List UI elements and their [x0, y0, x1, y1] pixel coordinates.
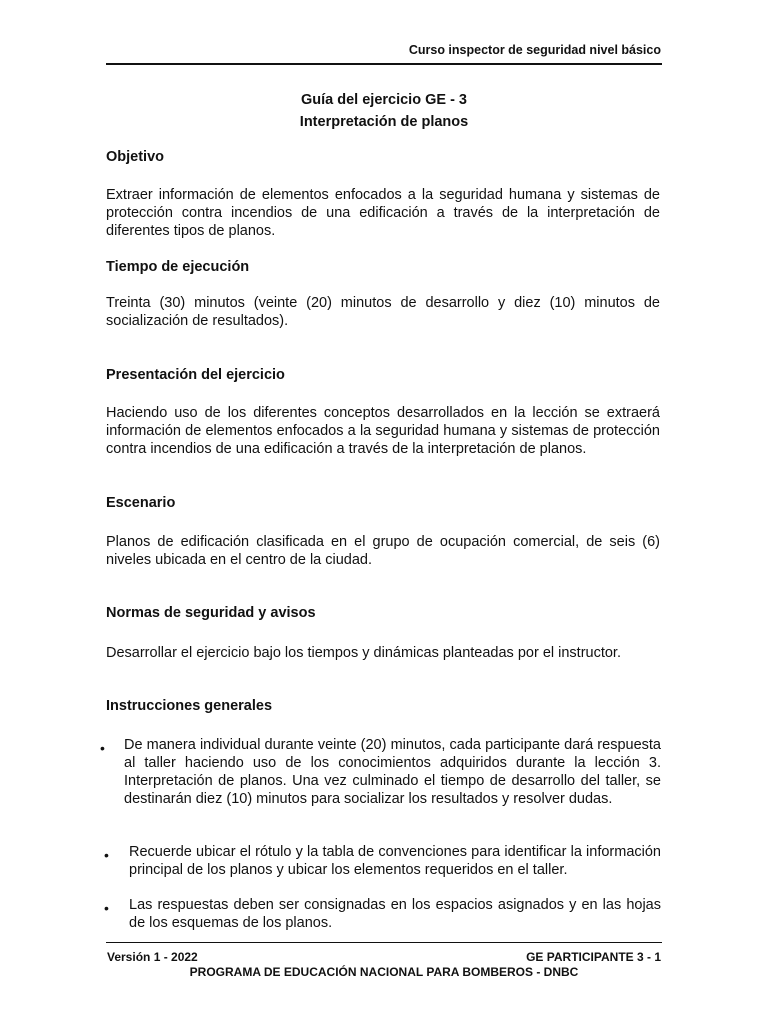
section-heading-instructions: Instrucciones generales [106, 698, 273, 714]
header-course-title: Curso inspector de seguridad nivel básico [408, 43, 661, 57]
document-title: Guía del ejercicio GE - 3 [300, 92, 467, 108]
section-heading-time: Tiempo de ejecución [106, 259, 250, 275]
section-text-scenario: Planos de edificación clasificada en el grupo de ocupación comercial, de seis (6) niveles ubicada en el centro de la ciudad. [106, 534, 660, 568]
bullet-marker: • [100, 740, 105, 756]
bullet-text: De manera individual durante veinte (20) minutos, cada participante dará respuesta al taller haciendo uso de los conocimientos adquiridos durante la lección 3. Interpretación de planos. Una vez culminado el tiempo de desarrollo del taller, se destinarán diez (10) minutos para socializar los resultados y resolver dudas. [124, 737, 661, 807]
bullet-text: Recuerde ubicar el rótulo y la tabla de convenciones para identificar la información principal de los planos y ubicar los elementos requeridos en el taller. [129, 844, 661, 878]
footer-page-code: GE PARTICIPANTE 3 - 1 [526, 950, 661, 964]
section-heading-presentation: Presentación del ejercicio [106, 367, 285, 383]
section-heading-objective: Objetivo [106, 149, 165, 165]
bullet-text: Las respuestas deben ser consignadas en los espacios asignados y en las hojas de los esquemas de los planos. [129, 897, 661, 931]
footer-program: PROGRAMA DE EDUCACIÓN NACIONAL PARA BOMBEROS - DNBC [189, 965, 579, 979]
footer-version: Versión 1 - 2022 [107, 950, 198, 964]
footer-rule [106, 942, 662, 943]
section-heading-safety: Normas de seguridad y avisos [106, 605, 316, 621]
document-subtitle: Interpretación de planos [299, 114, 469, 130]
header-rule [106, 63, 662, 65]
section-text-safety: Desarrollar el ejercicio bajo los tiempos y dinámicas planteadas por el instructor. [106, 645, 621, 661]
section-heading-scenario: Escenario [106, 495, 176, 511]
bullet-marker: • [104, 900, 109, 916]
bullet-marker: • [104, 847, 109, 863]
section-text-time: Treinta (30) minutos (veinte (20) minutos de desarrollo y diez (10) minutos de socialización de resultados). [106, 295, 660, 329]
section-text-presentation: Haciendo uso de los diferentes conceptos desarrollados en la lección se extraerá información de elementos enfocados a la seguridad humana y sistemas de protección contra incendios de una edificación a través de la interpretación de planos. [106, 405, 660, 457]
section-text-objective: Extraer información de elementos enfocados a la seguridad humana y sistemas de protección contra incendios de una edificación a través de la interpretación de diferentes tipos de planos. [106, 187, 660, 239]
